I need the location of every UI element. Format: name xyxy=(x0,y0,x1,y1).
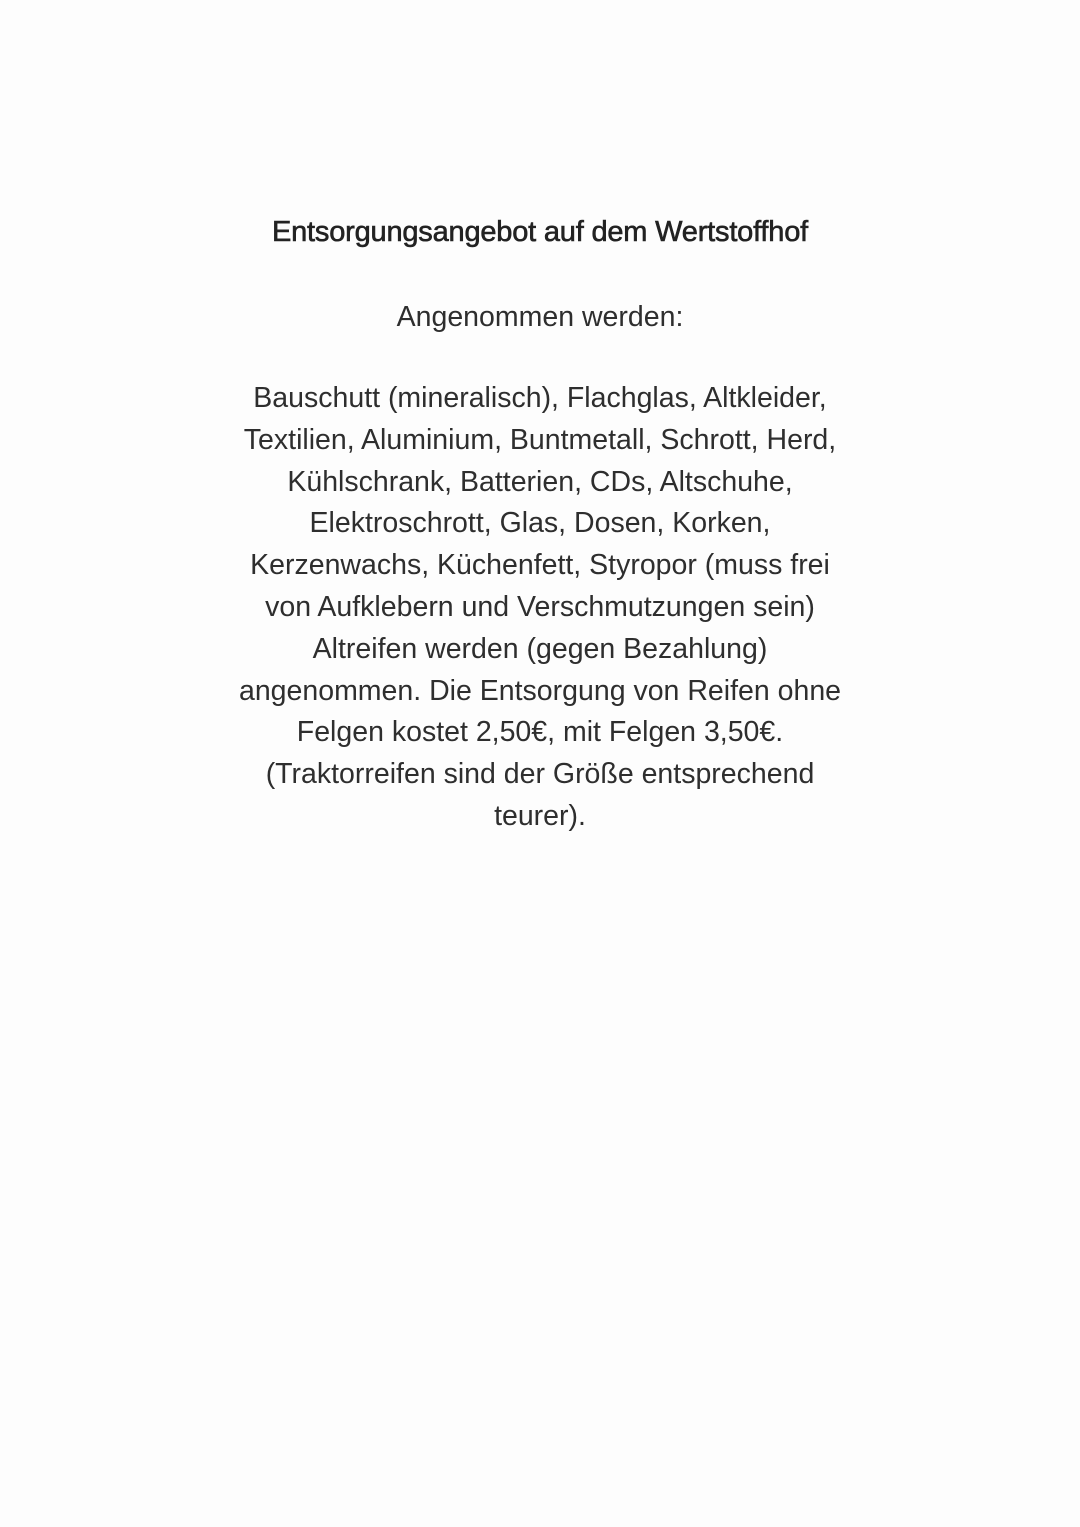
document-title: Entsorgungsangebot auf dem Wertstoffhof xyxy=(271,216,809,248)
body-line: Kühlschrank, Batterien, CDs, Altschuhe, xyxy=(287,465,793,498)
document-body xyxy=(200,378,880,838)
body-line: Altreifen werden (gegen Bezahlung) xyxy=(312,632,768,665)
body-line: teurer). xyxy=(494,799,586,832)
document-content xyxy=(200,206,880,838)
body-line: Kerzenwachs, Küchenfett, Styropor (muss frei xyxy=(250,549,830,582)
body-line: (Traktorreifen sind der Größe entsprechend xyxy=(265,758,815,791)
body-line: von Aufklebern und Verschmutzungen sein) xyxy=(265,590,815,623)
document-subtitle: Angenommen werden: xyxy=(396,301,684,333)
body-line: Elektroschrott, Glas, Dosen, Korken, xyxy=(309,507,771,540)
body-line: Textilien, Aluminium, Buntmetall, Schrott, Herd, xyxy=(243,423,837,456)
body-line: Bauschutt (mineralisch), Flachglas, Altkleider, xyxy=(253,382,827,414)
body-line: angenommen. Die Entsorgung von Reifen ohne xyxy=(238,674,842,707)
body-line: Felgen kostet 2,50€, mit Felgen 3,50€. xyxy=(296,716,784,749)
